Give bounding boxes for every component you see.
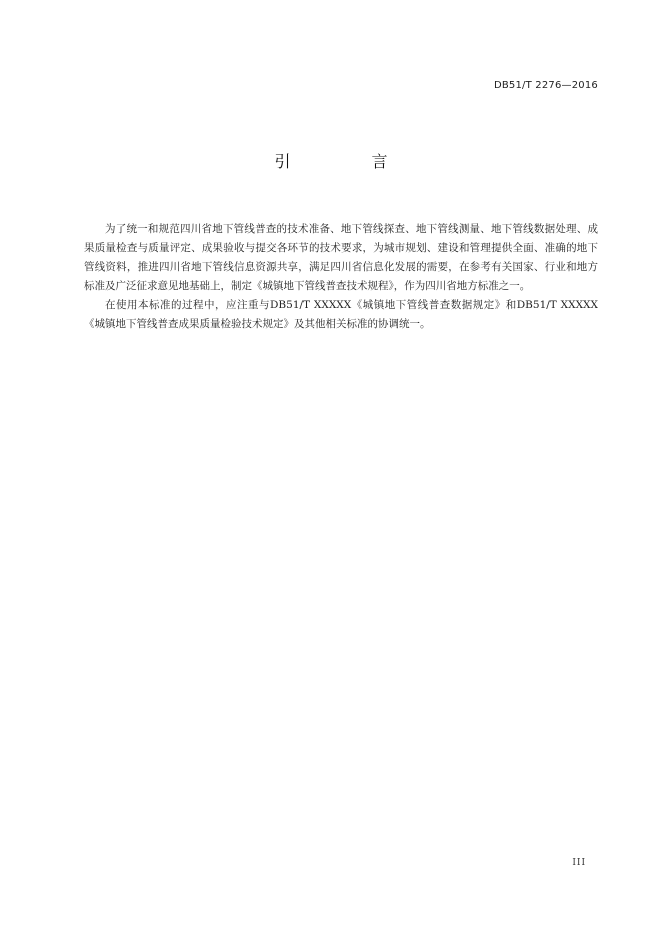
- paragraph-usage: 在使用本标准的过程中，应注重与DB51/T XXXXX《城镇地下管线普查数据规定》和DB51/T XXXXX《城镇地下管线普查成果质量检验技术规定》及其他相关标准的协调统一。: [84, 299, 598, 330]
- page-title: 引 言: [274, 152, 426, 171]
- document-body: [84, 220, 598, 334]
- page-number: III: [572, 858, 586, 868]
- standard-code: DB51/T 2276—2016: [493, 80, 598, 91]
- paragraph-purpose: 为了统一和规范四川省地下管线普查的技术准备、地下管线探查、地下管线测量、地下管线数据处理、成果质量检查与质量评定、成果验收与提交各环节的技术要求，为城市规划、建设和管理提供全面、准确的地下管线资料，推进四川省地下管线信息资源共享，满足四川省信息化发展的需要，在参考有关国家、行业和地方标准及广泛征求意见地基础上，制定《城镇地下管线普查技术规程》，作为四川省地方标准之一。: [84, 223, 598, 292]
